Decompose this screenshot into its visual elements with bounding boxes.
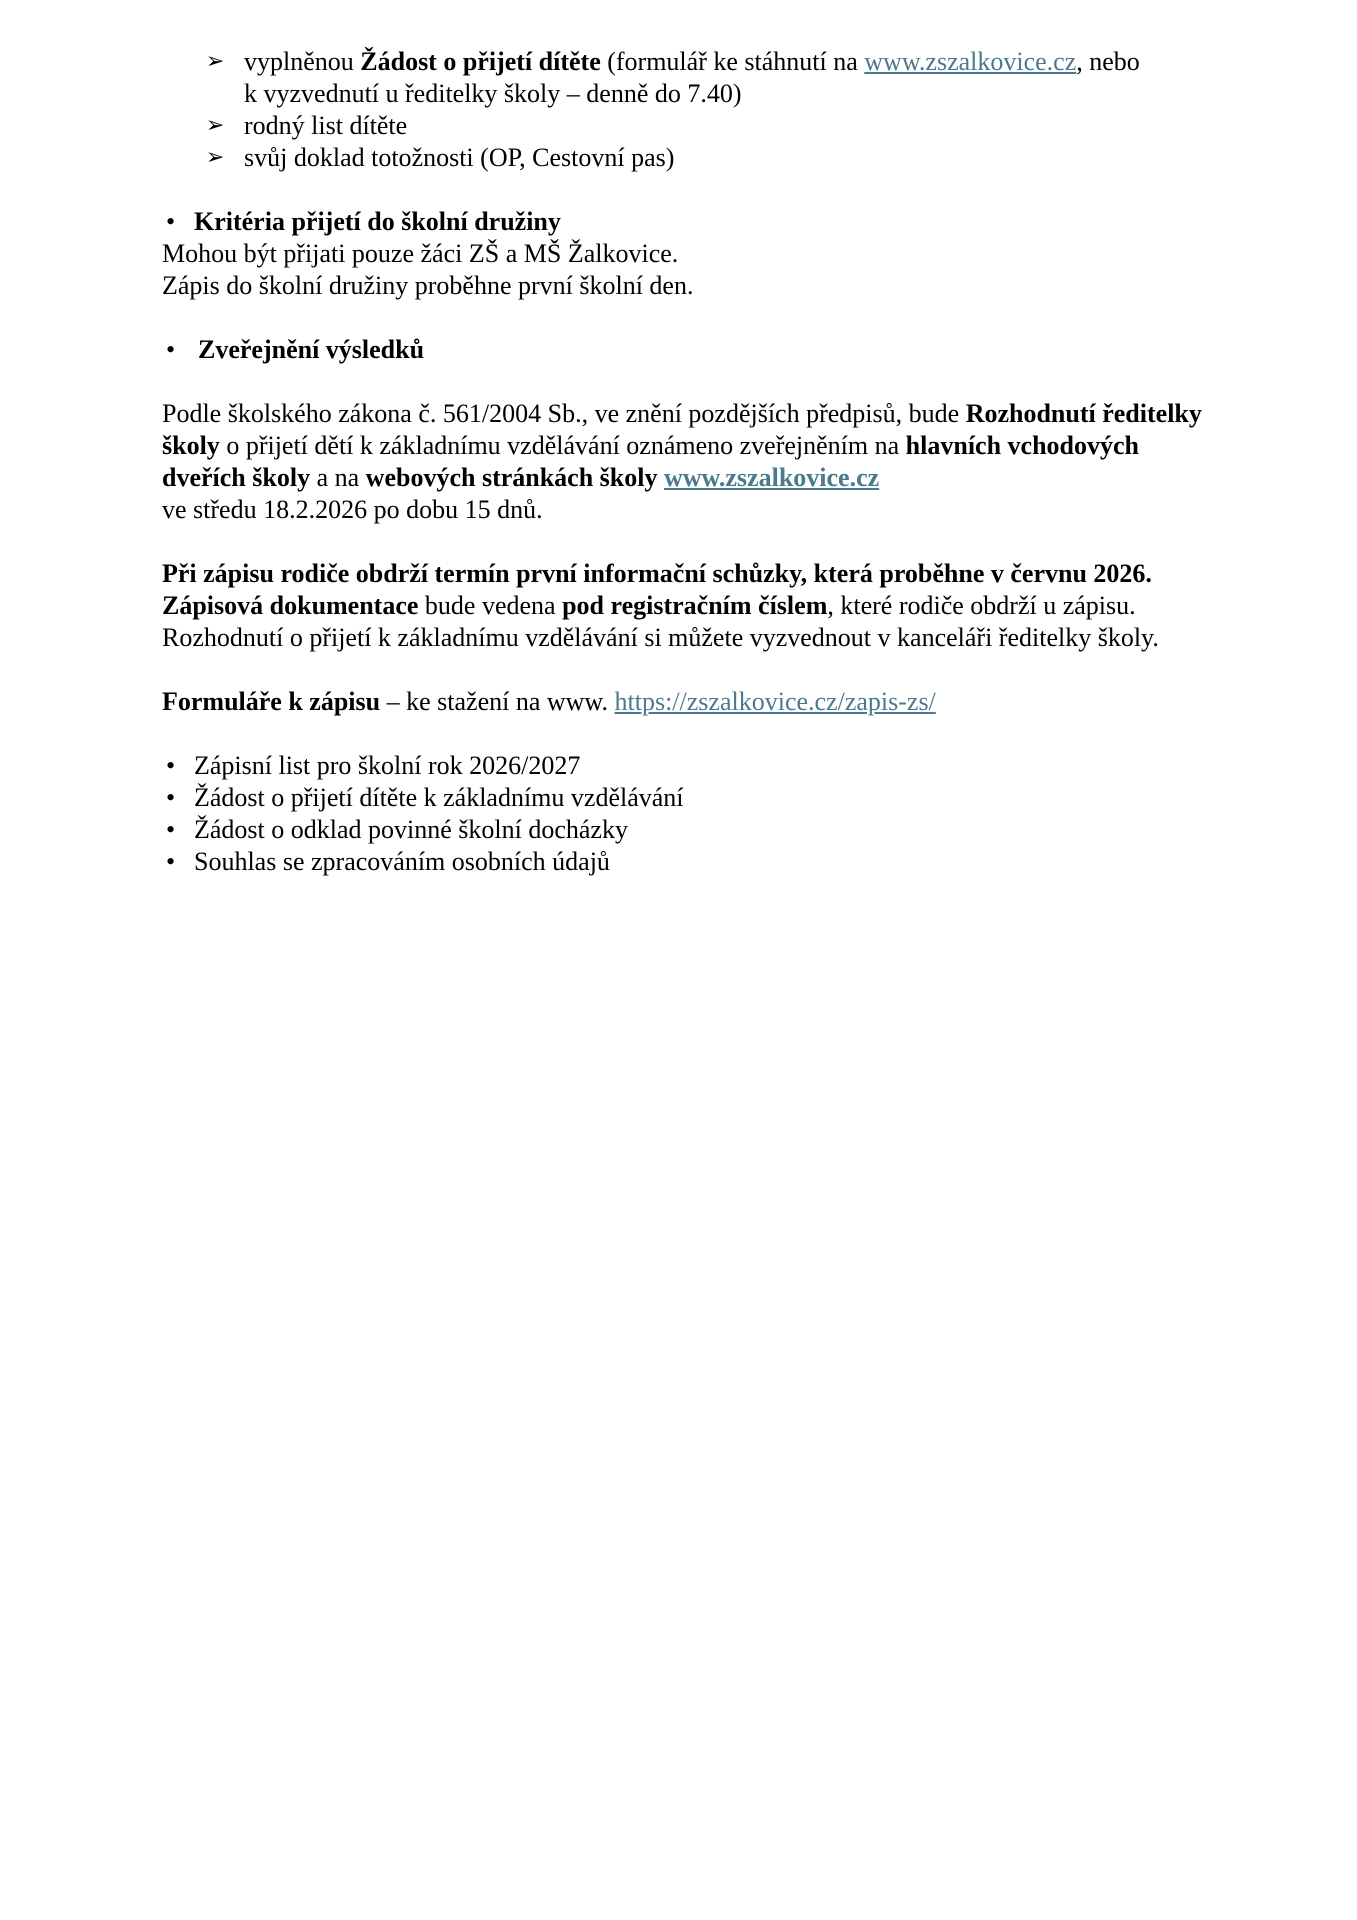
bullet-icon: • bbox=[166, 783, 176, 812]
criteria-heading: • Kritéria přijetí do školní družiny bbox=[166, 207, 561, 236]
arrow-bullet-icon: ➢ bbox=[206, 49, 225, 74]
meeting-paragraph: Při zápisu rodiče obdrží termín první informační schůzky, která proběhne v červnu 2026. Zápisová dokumentace bude vedena pod registračním číslem, které rodiče obdrží u zápisu. Rozhodnutí o přijetí k základnímu vzdělávání si můžete vyzvednout v kanceláři ředitelky školy. bbox=[162, 559, 1159, 652]
bullet-icon: • bbox=[166, 335, 176, 364]
requirements-list bbox=[162, 46, 1282, 174]
document-content bbox=[162, 46, 1282, 878]
forms-list bbox=[162, 750, 1282, 878]
website-link[interactable]: www.zszalkovice.cz bbox=[664, 463, 880, 492]
forms-link[interactable]: https://zszalkovice.cz/zapis-zs/ bbox=[614, 687, 936, 716]
list-item: ➢ vyplněnou Žádost o přijetí dítěte (formulář ke stáhnutí na www.zszalkovice.cz, nebo k vyzvednutí u ředitelky školy – denně do 7.40) bbox=[206, 47, 1140, 108]
bullet-icon: • bbox=[166, 847, 176, 876]
results-heading: • Zveřejnění výsledků bbox=[166, 335, 425, 364]
criteria-line-2: Zápis do školní družiny proběhne první školní den. bbox=[162, 271, 694, 300]
list-item: ➢ svůj doklad totožnosti (OP, Cestovní pas) bbox=[206, 143, 675, 172]
list-item: ➢ rodný list dítěte bbox=[206, 111, 408, 140]
criteria-line-1: Mohou být přijati pouze žáci ZŠ a MŠ Žalkovice. bbox=[162, 239, 679, 268]
list-item: • Souhlas se zpracováním osobních údajů bbox=[166, 847, 610, 876]
forms-line: Formuláře k zápisu – ke stažení na www. https://zszalkovice.cz/zapis-zs/ bbox=[162, 687, 936, 716]
list-item: • Zápisní list pro školní rok 2026/2027 bbox=[166, 751, 581, 780]
bullet-icon: • bbox=[166, 207, 176, 236]
arrow-bullet-icon: ➢ bbox=[206, 113, 225, 138]
bullet-icon: • bbox=[166, 751, 176, 780]
results-paragraph: Podle školského zákona č. 561/2004 Sb., ve znění pozdějších předpisů, bude Rozhodnutí ředitelky školy o přijetí dětí k základnímu vzdělávání oznámeno zveřejněním na hlavních vchodových dveřích školy a na webových stránkách školy www.zszalkovice.cz ve středu 18.2.2026 po dobu 15 dnů. bbox=[162, 399, 1202, 524]
bullet-icon: • bbox=[166, 815, 176, 844]
list-item: • Žádost o přijetí dítěte k základnímu vzdělávání bbox=[166, 783, 684, 812]
list-item: • Žádost o odklad povinné školní docházky bbox=[166, 815, 628, 844]
arrow-bullet-icon: ➢ bbox=[206, 145, 225, 170]
website-link[interactable]: www.zszalkovice.cz bbox=[864, 47, 1077, 76]
